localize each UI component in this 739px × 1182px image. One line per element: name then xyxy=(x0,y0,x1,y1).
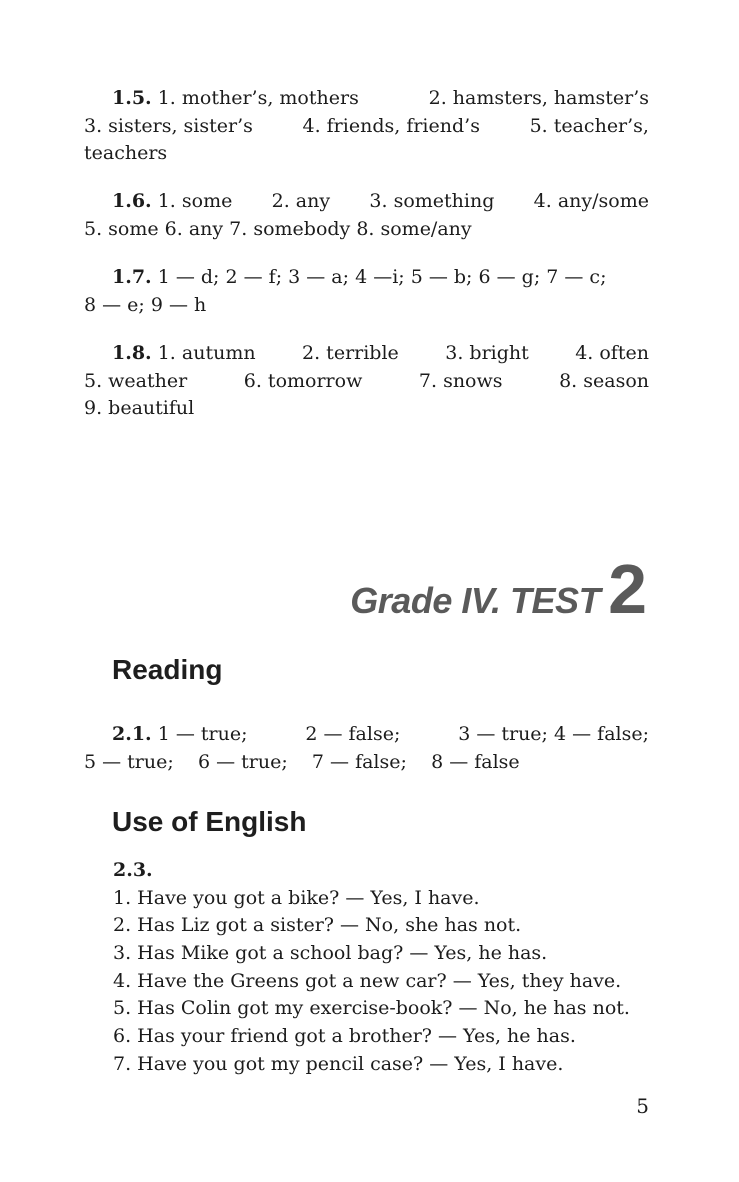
exercise-line: 5 — true; 6 — true; 7 — false; 8 — false xyxy=(84,750,520,773)
list-item: 3. Has Mike got a school bag? — Yes, he has. xyxy=(113,942,548,965)
exercise-line: 1.6. 1. some 2. any 3. something 4. any/some xyxy=(112,190,649,212)
exercise-number: 2.3. xyxy=(113,859,153,881)
exercise-line: 1.8. 1. autumn 2. terrible 3. bright 4. often xyxy=(112,342,649,364)
exercise-line: 5. weather 6. tomorrow 7. snows 8. season xyxy=(84,369,649,392)
exercise-2-3 xyxy=(113,857,653,1079)
test-title xyxy=(350,550,647,634)
test-title-text: Grade IV. TEST xyxy=(350,580,601,621)
exercise-number: 1.6. xyxy=(112,190,152,212)
exercise-line: 5. some 6. any 7. somebody 8. some/any xyxy=(84,217,472,240)
list-item: 2. Has Liz got a sister? — No, she has not. xyxy=(113,914,522,937)
exercise-number: 2.1. xyxy=(112,723,152,745)
exercise-1-8 xyxy=(84,340,649,423)
exercise-line: 9. beautiful xyxy=(84,397,195,419)
list-item: 4. Have the Greens got a new car? — Yes, they have. xyxy=(113,969,622,992)
exercise-number: 1.5. xyxy=(112,87,152,109)
list-item: 1. Have you got a bike? — Yes, I have. xyxy=(113,886,480,909)
exercise-1-5 xyxy=(84,85,649,168)
list-item: 6. Has your friend got a brother? — Yes, he has. xyxy=(113,1025,576,1048)
page-number: 5 xyxy=(636,1094,649,1118)
list-item: 7. Have you got my pencil case? — Yes, I have. xyxy=(113,1052,564,1075)
exercise-number: 1.8. xyxy=(112,342,152,364)
list-item: 5. Has Colin got my exercise-book? — No, he has not. xyxy=(113,997,630,1020)
test-number: 2 xyxy=(608,550,647,628)
exercise-1-6 xyxy=(84,188,649,243)
section-heading-reading: Reading xyxy=(112,654,223,685)
exercise-line: 3. sisters, sister’s 4. friends, friend’s 5. teacher’s, xyxy=(84,114,649,137)
exercise-line: 2.1. 1 — true; 2 — false; 3 — true; 4 — false; xyxy=(112,723,649,745)
exercise-line: 1.7. 1 — d; 2 — f; 3 — a; 4 —i; 5 — b; 6 — g; 7 — c; xyxy=(112,266,607,288)
exercise-line: 8 — e; 9 — h xyxy=(84,293,207,316)
exercise-2-1 xyxy=(84,721,649,776)
exercise-line: teachers xyxy=(84,142,168,164)
section-heading-use-of-english: Use of English xyxy=(112,806,307,837)
exercise-number: 1.7. xyxy=(112,266,152,288)
exercise-1-7 xyxy=(84,264,649,319)
exercise-line: 1.5. 1. mother’s, mothers 2. hamsters, hamster’s xyxy=(112,87,649,109)
